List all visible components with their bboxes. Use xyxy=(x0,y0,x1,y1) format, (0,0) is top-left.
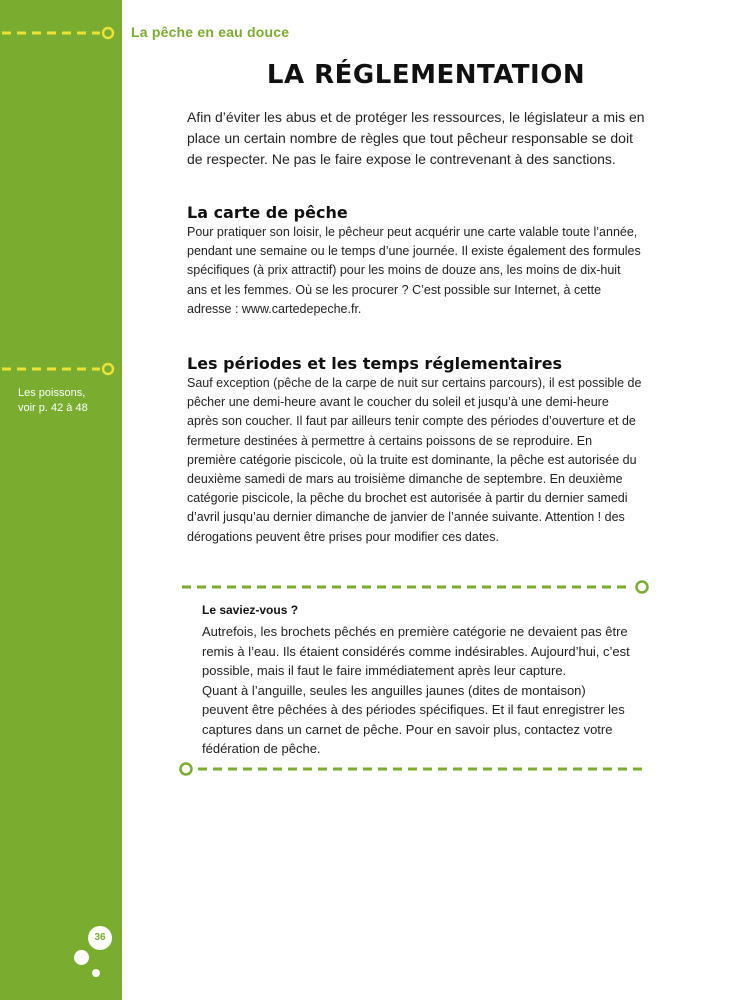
section-body-fishing-card: Pour pratiquer son loisir, le pêcheur peut acquérir une carte valable toute l’année, pendant une semaine ou le temps d’une journée. Il existe également des formules spécifiques (à prix attractif) pour les moins de douze ans, les moins de dix-huit ans et les femmes. Où se les procurer ? C’est possible sur Internet, à cette adresse : www.cartedepeche.fr. xyxy=(187,225,641,316)
sidebar-band xyxy=(0,0,122,1000)
intro-paragraph: Afin d’éviter les abus et de protéger les ressources, le législateur a mis en place un certain nombre de règles que tout pêcheur responsable se doit de respecter. Ne pas le faire expose le contrevenant à des sanctions. xyxy=(187,109,645,167)
bubble-dot-small xyxy=(92,969,100,977)
side-note-dashed-marker xyxy=(0,360,122,378)
did-you-know-title: Le saviez-vous ? xyxy=(202,603,299,617)
side-note-reference xyxy=(18,386,118,416)
section-heading-periods: Les périodes et les temps réglementaires xyxy=(187,354,563,373)
page-title: LA RÉGLEMENTATION xyxy=(266,60,586,90)
chapter-dashed-marker xyxy=(0,24,122,42)
section-body-periods: Sauf exception (pêche de la carpe de nuit sur certains parcours), il est possible de pêcher une demi-heure avant le coucher du soleil et jusqu’à une demi-heure après son coucher. Il faut par ailleurs tenir compte des périodes d’ouverture et de fermeture destinées à permettre à certains poissons de se reproduire. En première catégorie piscicole, où la truite est dominante, la pêche est autorisée du deuxième samedi de mars au troisième dimanche de septembre. En deuxième catégorie piscicole, la pêche du brochet est autorisée à partir du dernier samedi d’avril jusqu’au dernier dimanche de janvier de l’année suivante. Attention ! des dérogations peuvent être prises pour modifier ces dates. xyxy=(187,376,642,544)
side-note-line-1: Les poissons, xyxy=(18,387,86,399)
did-you-know-body xyxy=(202,622,632,759)
side-note-line-2: voir p. 42 à 48 xyxy=(18,402,88,414)
did-you-know-paragraph-1: Autrefois, les brochets pêchés en première catégorie ne devaient pas être remis à l’eau. Ils étaient considérés comme indésirables. Aujourd’hui, c’est possible, mais il faut le faire immédiatement après leur capture. xyxy=(202,624,630,678)
box-top-dashed-rule xyxy=(180,578,652,596)
did-you-know-paragraph-2: Quant à l’anguille, seules les anguilles jaunes (dites de montaison) peuvent être pêchées à des périodes spécifiques. Et il faut enregistrer les captures dans un carnet de pêche. Pour en savoir plus, contactez votre fédération de pêche. xyxy=(202,682,625,756)
chapter-title: La pêche en eau douce xyxy=(131,24,290,40)
section-heading-fishing-card: La carte de pêche xyxy=(187,203,348,222)
box-bottom-dashed-rule xyxy=(178,760,650,778)
bubble-dot-large xyxy=(74,950,89,965)
page-number: 36 xyxy=(88,926,112,950)
